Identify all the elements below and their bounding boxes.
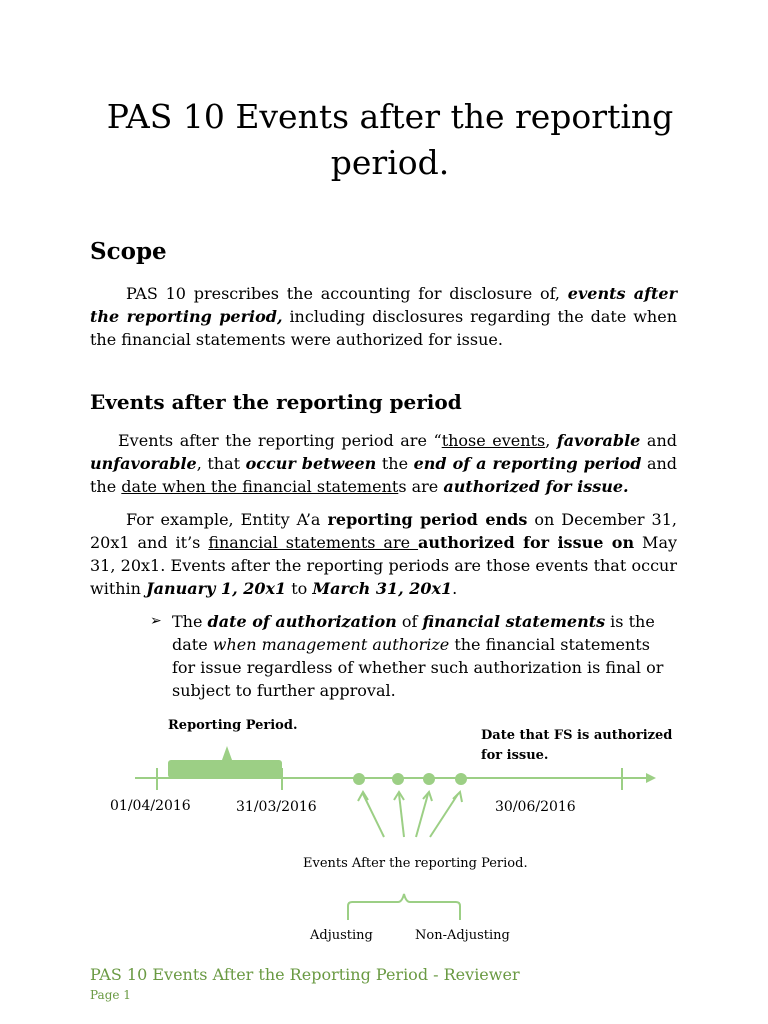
p2-text-g: , that (196, 454, 246, 473)
reporting-period-pointer (222, 746, 232, 760)
p2-text-f: unfavorable (90, 454, 197, 473)
scope-heading: Scope (90, 238, 167, 265)
p1-text-a: PAS 10 prescribes the accounting for disclosure of, (126, 284, 568, 303)
timeline-diagram (0, 700, 768, 960)
p3-text-j: . (452, 579, 458, 598)
p2-text-l: date when the financial statement (121, 477, 399, 496)
event-arrow (363, 794, 384, 837)
p3-text-b: reporting period ends (327, 510, 528, 529)
p2-text-k: and the (90, 454, 678, 496)
authorized-label-line2: for issue. (481, 748, 549, 763)
page-title: PAS 10 Events after the reporting period. (106, 97, 674, 182)
reporting-period-label: Reporting Period. (168, 718, 298, 733)
p2-text-d: favorable (556, 431, 641, 450)
p2-text-j: end of a reporting period (413, 454, 642, 473)
p2-text-e: and (640, 431, 678, 450)
date-start-label: 01/04/2016 (110, 798, 191, 814)
non-adjusting-label: Non-Adjusting (415, 928, 510, 943)
bullet-text-g: the financial statements for issue regardless of whether such authorization is final or subject to further approval. (172, 635, 664, 700)
events-heading: Events after the reporting period (90, 390, 462, 414)
p3-text-f: May 31, 20x1. Events after the reporting periods are those events that occur within (90, 533, 678, 598)
bullet-item (150, 610, 670, 702)
event-arrow (416, 794, 428, 837)
p1-text-c: including disclosures regarding the date when the financial statements were authorized for issue. (90, 307, 677, 349)
footer-page-number: Page 1 (90, 988, 131, 1002)
footer-title: PAS 10 Events After the Reporting Period - Reviewer (90, 965, 520, 984)
p3-text-h: to (286, 579, 313, 598)
p2-text-n: authorized for issue. (443, 477, 629, 496)
bullet-text-d: financial statements (422, 612, 606, 631)
bullet-text-e: is the date (172, 612, 655, 654)
p3-text-c: on December 31, 20x1 and it’s (90, 510, 677, 552)
bullet-text-c: of (396, 612, 423, 631)
date-authorized-label: 30/06/2016 (495, 799, 576, 815)
p2-text-h: occur between (245, 454, 377, 473)
p3-text-e: authorized for issue on (418, 533, 635, 552)
reporting-period-bar (168, 760, 282, 778)
bullet-text-f: when management authorize (212, 635, 450, 654)
p3-text-g: January 1, 20x1 (146, 579, 287, 598)
p2-text-m: s are (398, 477, 444, 496)
arrow-bullet-icon: ➢ (150, 613, 162, 629)
authorized-label-line1: Date that FS is authorized (481, 728, 673, 743)
bullet-text-a: The (172, 612, 208, 631)
scope-paragraph (90, 282, 677, 351)
adjusting-label: Adjusting (310, 928, 373, 943)
event-dot (392, 773, 404, 785)
p3-text-i: March 31, 20x1 (312, 579, 453, 598)
bullet-text (172, 610, 670, 702)
p3-text-d: financial statements are (208, 533, 418, 552)
example-paragraph (90, 508, 677, 600)
p2-text-b: those events (441, 431, 546, 450)
bullet-text-b: date of authorization (207, 612, 397, 631)
events-after-label: Events After the reporting Period. (303, 856, 528, 871)
event-dot (455, 773, 467, 785)
definition-paragraph (90, 429, 677, 498)
p2-text-i: the (376, 454, 414, 473)
adjusting-brace (348, 894, 460, 920)
event-dot (423, 773, 435, 785)
p1-text-b: events after the reporting period, (90, 284, 677, 326)
event-dot (353, 773, 365, 785)
p3-text-a: For example, Entity A’a (126, 510, 328, 529)
p2-text-a: Events after the reporting period are “ (118, 431, 442, 450)
date-period-end-label: 31/03/2016 (236, 799, 317, 815)
event-arrow (430, 794, 458, 837)
p2-text-c: , (545, 431, 557, 450)
timeline-arrowhead-icon (646, 773, 656, 783)
